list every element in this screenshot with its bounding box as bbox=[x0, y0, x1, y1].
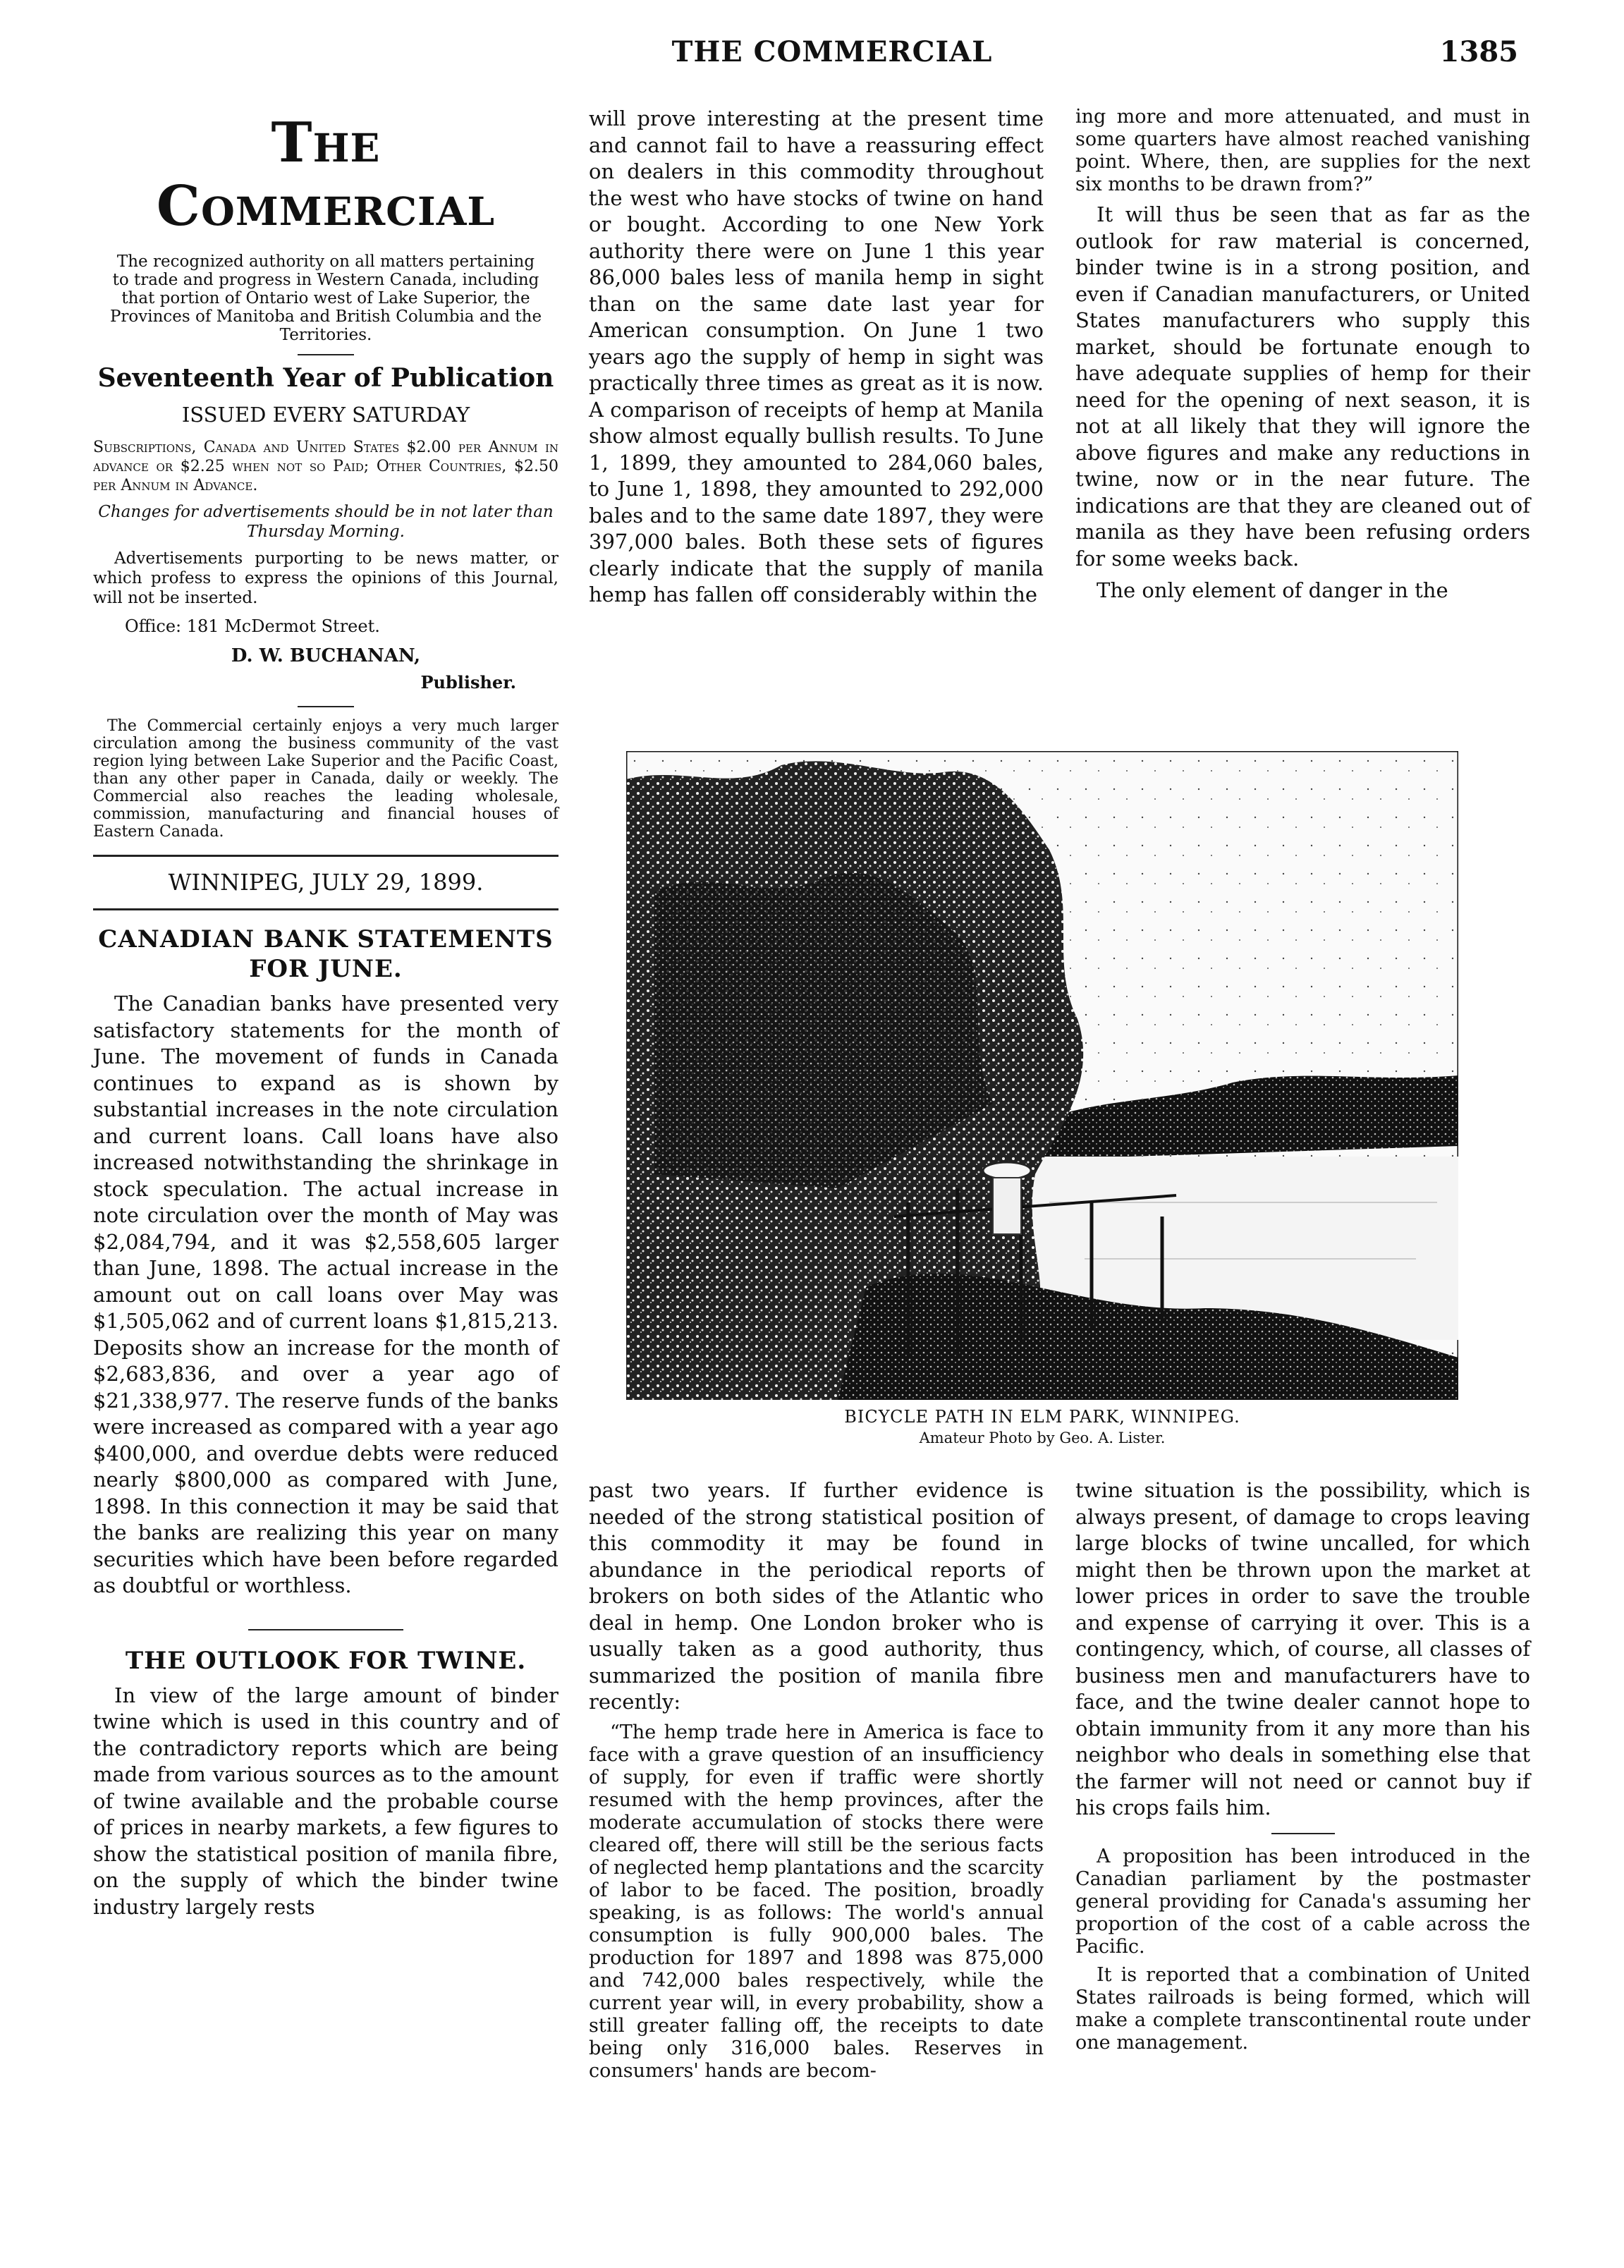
column-2-bottom bbox=[589, 1477, 1044, 2088]
twine-quote: “The hemp trade here in America is face to face with a grave question of an insufficiency of supply, for even if traffic were shortly resumed with the hemp provinces, after the moderate accumulation of stocks there were cleared off, there will still be the serious facts of neglected hemp plantations and the scarcity of labor to be faced. The position, broadly speaking, is as follows: The world's annual consumption is fully 900,000 bales. The production for 1897 and 1898 was 875,000 and 742,000 bales respectively, while the current year will, in every probability, show a still greater falling off, the receipts to date being only 316,000 bales. Reserves in consumers' hands are becom- bbox=[589, 1721, 1044, 2082]
cable-news-item: A proposition has been introduced in the Canadian parliament by the postmaster general providing for Canada's assuming her proportion of the cost of a cable across the Pacific. bbox=[1075, 1845, 1530, 1958]
twine-article-headline: THE OUTLOOK FOR TWINE. bbox=[125, 1646, 527, 1675]
photo-credit: Amateur Photo by Geo. A. Lister. bbox=[919, 1429, 1166, 1446]
bank-article-headline: CANADIAN BANK STATEMENTS FOR JUNE. bbox=[98, 925, 554, 983]
section-divider bbox=[248, 1629, 403, 1630]
column-1 bbox=[93, 106, 558, 1926]
running-header bbox=[0, 35, 1624, 78]
subscription-rates: Subscriptions, Canada and United States $2.00 per Annum in advance or $2.25 when not so Paid; Other Countries, $2.50 per Annum in Advance. bbox=[93, 439, 558, 494]
twine-quote-continued: ing more and more attenuated, and must in some quarters have almost reached vanishing point. Where, then, are supplies for the next six months to be drawn from?” bbox=[1075, 106, 1530, 195]
column-3-top bbox=[1075, 106, 1530, 610]
photo-figure bbox=[626, 751, 1458, 1446]
railroad-news-item: It is reported that a combination of United States railroads is being formed, which will make a complete transcontinental route under one management. bbox=[1075, 1963, 1530, 2054]
twine-article-paragraph-continued: twine situation is the possibility, which is always present, of damage to crops leaving large blocks of twine uncalled, for which might then be thrown upon the market at lower prices in order to save the trouble and expense of carrying it over. This is a contingency, which, of course, all classes of business men and manufacturers have to face, and the twine dealer cannot hope to obtain immunity from it any more than his neighbor who deals in something else that the farmer will not need or cannot buy if his crops fails him. bbox=[1075, 1478, 1530, 1819]
dateline: WINNIPEG, JULY 29, 1899. bbox=[93, 855, 558, 911]
divider bbox=[1271, 1833, 1335, 1834]
divider bbox=[298, 354, 354, 355]
column-2-top bbox=[589, 106, 1044, 614]
twine-article-paragraph-continued: past two years. If further evidence is needed of the strong statistical position of this commodity it may be found in abundance in the periodical reports of brokers on both sides of the Atlantic who deal in hemp. One London broker who is usually taken as a good authority, thus summarized the position of manila fibre recently: bbox=[589, 1478, 1044, 1714]
twine-article-paragraph: The only element of danger in the bbox=[1097, 578, 1448, 602]
twine-article-paragraph: It will thus be seen that as far as the outlook for raw material is concerned, binder twine is in a strong position, and even if Canadian manufacturers, or United States manufacturers who supply this market, should be fortunate enough to have adequate supplies of hemp for their need for the opening of next season, it is not at all likely that they will ignore the above figures and make any reductions in twine, now or in the near future. The indications are that they are cleaned out of manila as they have been refusing orders for some weeks back. bbox=[1075, 202, 1530, 571]
issue-frequency: ISSUED EVERY SATURDAY bbox=[181, 402, 470, 427]
bank-article-body: The Canadian banks have presented very satisfactory statements for the month of June. The movement of funds in Canada continues to expand as is shown by substantial increases in the note circulation and current loans. Call loans have also increased notwithstanding the shrinkage in stock speculation. The actual increase in note circulation over the month of May was $2,084,794, and it was $2,558,605 larger than June, 1898. The actual increase in the amount out on call loans over May was $1,505,062 and of current loans $1,815,213. Deposits show an increase for the month of $2,683,836, and over a year ago of $21,338,977. The reserve funds of the banks were increased as compared with a year ago $400,000, and overdue debts were reduced nearly $800,000 as compared with June, 1898. In this connection it may be said that the banks are realizing this year on many securities which have been before regarded as doubtful or worthless. bbox=[93, 992, 558, 1597]
twine-article-paragraph-continued: will prove interesting at the present time and cannot fail to have a reassuring effect on dealers in this commodity throughout the west who have stocks of twine on hand or bought. According to one New York authority there were on June 1 this year 86,000 bales less of manila hemp in sight than on the same date last year for American consumption. On June 1 two years ago the supply of hemp in sight was practically three times as great as it is now. A comparison of receipts of hemp at Manila show almost equally bullish results. To June 1, 1899, they amounted to 284,060 bales, to June 1, 1898, they amounted to 292,000 bales and to the same date 1897, they were 397,000 bales. Both these sets of figures clearly indicate that the supply of manila hemp has fallen off considerably within the bbox=[589, 106, 1044, 606]
photo-caption: BICYCLE PATH IN ELM PARK, WINNIPEG. bbox=[844, 1407, 1240, 1427]
publisher-title: Publisher. bbox=[420, 672, 516, 693]
publisher-name: D. W. BUCHANAN, bbox=[231, 645, 421, 666]
park-photo bbox=[626, 751, 1458, 1400]
advertisements-notice: Advertisements purporting to be news matter, or which profess to express the opinions of this Journal, will not be inserted. bbox=[93, 549, 558, 607]
changes-notice: Changes for advertisements should be in not later than Thursday Morning. bbox=[98, 503, 554, 541]
masthead-description: The recognized authority on all matters pertaining to trade and progress in Western Canada, including that portion of Ontario west of Lake Superior, the Provinces of Manitoba and British Columbia and the Territories. bbox=[109, 252, 542, 344]
divider bbox=[298, 706, 354, 707]
twine-article-paragraph: In view of the large amount of binder twine which is used in this country and of the contradictory reports which are being made from various sources as to the amount of twine available and the probable course of prices in nearby markets, a few figures to show the statistical position of manila fibre, on the supply of which the binder twine industry largely rests bbox=[93, 1683, 558, 1919]
publication-year: Seventeenth Year of Publication bbox=[97, 363, 554, 393]
masthead-title: The Commercial bbox=[156, 111, 496, 238]
column-3-bottom bbox=[1075, 1477, 1530, 2060]
circulation-notice: The Commercial certainly enjoys a very much larger circulation among the business community of the vast region lying between Lake Superior and the Pacific Coast, than any other paper in Canada, daily or weekly. The Commercial also reaches the leading wholesale, commission, manufacturing and financial houses of Eastern Canada. bbox=[93, 717, 558, 841]
page-number: 1385 bbox=[1439, 35, 1518, 68]
office-address: Office: 181 McDermot Street. bbox=[125, 616, 380, 636]
running-title: THE COMMERCIAL bbox=[671, 35, 993, 68]
